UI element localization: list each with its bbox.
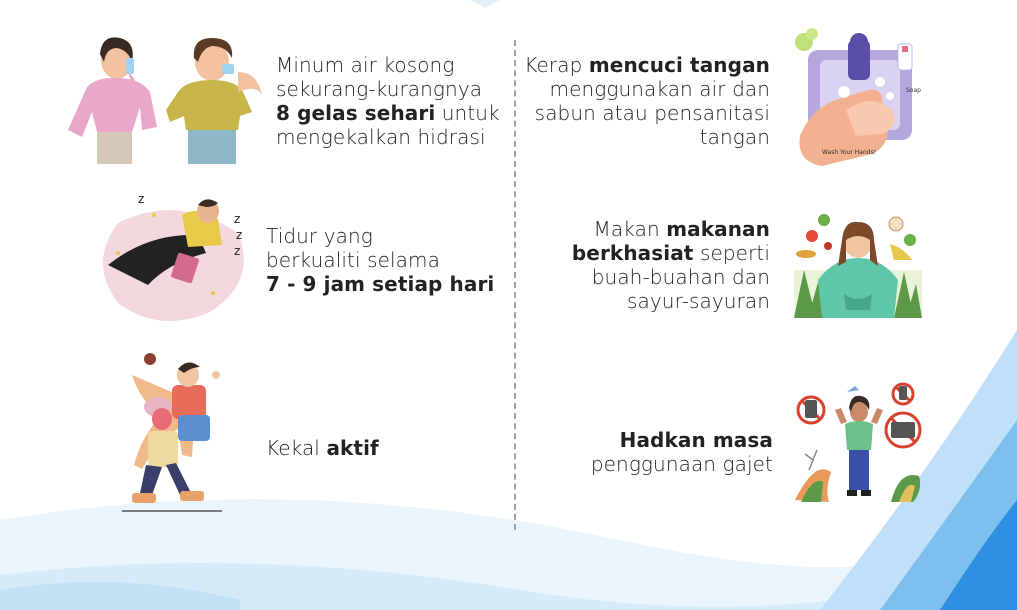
tip-line-head: Makan (593, 217, 667, 241)
tip-line (591, 428, 773, 452)
tip-sleep (266, 224, 494, 296)
svg-text:z: z (234, 212, 241, 226)
tip-emphasis: mencuci tangan (588, 53, 770, 77)
tip-line (266, 272, 494, 296)
tip-line: sabun atau pensanitasi (534, 101, 770, 125)
tip-healthy-food (572, 217, 770, 313)
svg-text:z: z (138, 193, 145, 206)
tip-line: menggunakan air dan (549, 77, 770, 101)
wash-hands-illustration (782, 26, 924, 170)
soap-label-text: Soap (906, 87, 921, 94)
tip-line: Minum air kosong (276, 53, 455, 77)
tip-limit-gadget (591, 428, 773, 476)
tip-line: buah-buahan dan (591, 265, 770, 289)
tip-emphasis: aktif (326, 436, 379, 460)
tip-emphasis: 8 gelas sehari (276, 101, 436, 125)
tip-line: sekurang-kurangnya (276, 77, 483, 101)
tip-active (266, 436, 379, 460)
tip-line-head: Kekal (266, 436, 327, 460)
limit-gadget-illustration (795, 380, 925, 510)
tip-line-tail: untuk (435, 101, 500, 125)
tip-emphasis: berkhasiat (571, 241, 694, 265)
healthy-food-illustration (794, 210, 922, 318)
tip-line: penggunaan gajet (590, 452, 773, 476)
drink-water-illustration (62, 32, 267, 167)
wash-sign-text: Wash Your Hands! (822, 149, 877, 156)
tip-line: tangan (699, 125, 770, 149)
center-divider (514, 40, 516, 530)
tip-emphasis: makanan (666, 217, 770, 241)
tip-line (276, 101, 500, 125)
tip-drink-water (276, 53, 500, 149)
tip-line (572, 241, 770, 265)
tip-line: sayur-sayuran (627, 289, 770, 313)
tip-line (266, 436, 379, 460)
tip-line: mengekalkan hidrasi (276, 125, 486, 149)
tip-line-tail: seperti (693, 241, 770, 265)
tip-line (524, 53, 770, 77)
tip-wash-hands (524, 53, 770, 149)
sleep-illustration (88, 193, 258, 328)
active-illustration (122, 345, 230, 515)
tip-emphasis: 7 - 9 jam setiap hari (266, 272, 495, 296)
tip-line-head: Kerap (524, 53, 589, 77)
tip-line (572, 217, 770, 241)
tip-emphasis: Hadkan masa (619, 428, 773, 452)
tip-line: berkualiti selama (266, 248, 440, 272)
tip-line: Tidur yang (266, 224, 373, 248)
svg-text:z: z (234, 244, 241, 258)
svg-text:z: z (236, 228, 243, 242)
